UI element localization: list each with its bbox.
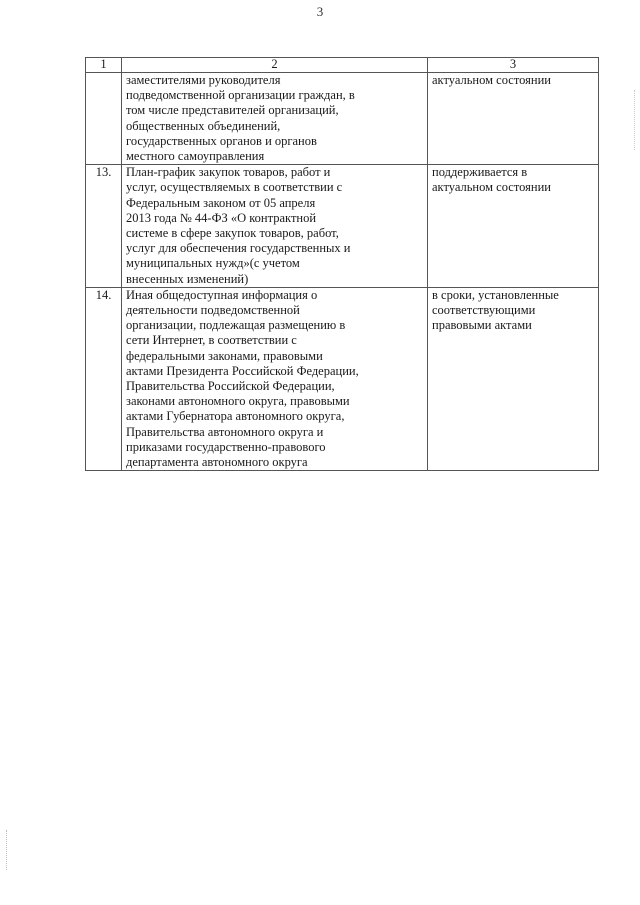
text-line: приказами государственно-правового	[126, 439, 326, 454]
row-description	[122, 73, 428, 165]
text-line: организации, подлежащая размещению в	[126, 318, 346, 333]
text-line: правовыми актами	[432, 318, 532, 333]
text-line: законами автономного округа, правовыми	[126, 394, 350, 409]
text-line: актуальном состоянии	[432, 180, 551, 195]
text-line: актами Президента Российской Федерации,	[126, 363, 359, 378]
table-header-row	[86, 58, 599, 73]
text-line: услуг для обеспечения государственных и	[126, 241, 351, 256]
scan-margin-mark	[6, 830, 8, 870]
header-col-2: 2	[122, 58, 428, 73]
text-line: актуальном состоянии	[432, 73, 551, 87]
row-number: 13.	[86, 165, 122, 288]
table-row	[86, 287, 599, 470]
header-col-3: 3	[428, 58, 599, 73]
text-line: заместителями руководителя	[126, 73, 281, 87]
table-row	[86, 165, 599, 288]
text-line: поддерживается в	[432, 165, 528, 180]
header-col-1: 1	[86, 58, 122, 73]
row-description	[122, 165, 428, 288]
text-line: сети Интернет, в соответствии с	[126, 333, 297, 348]
row-deadline	[428, 165, 599, 288]
text-line: федеральными законами, правовыми	[126, 348, 323, 363]
row-description	[122, 287, 428, 470]
page-number: 3	[316, 4, 324, 19]
row-deadline	[428, 73, 599, 165]
text-line: внесенных изменений)	[126, 271, 249, 286]
text-line: услуг, осуществляемых в соответствии с	[126, 180, 343, 195]
row-deadline	[428, 287, 599, 470]
table-row	[86, 73, 599, 165]
document-table	[85, 57, 599, 471]
text-line: Правительства Российской Федерации,	[126, 379, 335, 394]
text-line: общественных объединений,	[126, 118, 281, 133]
text-line: деятельности подведомственной	[126, 303, 300, 318]
text-line: Иная общедоступная информация о	[126, 287, 318, 302]
scan-margin-mark	[634, 90, 636, 150]
text-line: местного самоуправления	[126, 149, 265, 164]
text-line: Правительства автономного округа и	[126, 424, 324, 439]
text-line: актами Губернатора автономного округа,	[126, 409, 345, 424]
text-line: муниципальных нужд»(с учетом	[126, 256, 300, 271]
text-line: том числе представителей организаций,	[126, 103, 339, 118]
text-line: 2013 года № 44-ФЗ «О контрактной	[126, 210, 317, 225]
text-line: соответствующими	[432, 303, 536, 318]
text-line: План-график закупок товаров, работ и	[126, 165, 331, 180]
row-number	[86, 73, 122, 165]
row-number: 14.	[86, 287, 122, 470]
text-line: системе в сфере закупок товаров, работ,	[126, 226, 339, 241]
text-line: подведомственной организации граждан, в	[126, 88, 355, 103]
text-line: департамента автономного округа	[126, 455, 308, 470]
text-line: в сроки, установленные	[432, 287, 559, 302]
text-line: государственных органов и органов	[126, 133, 317, 148]
text-line: Федеральным законом от 05 апреля	[126, 195, 316, 210]
